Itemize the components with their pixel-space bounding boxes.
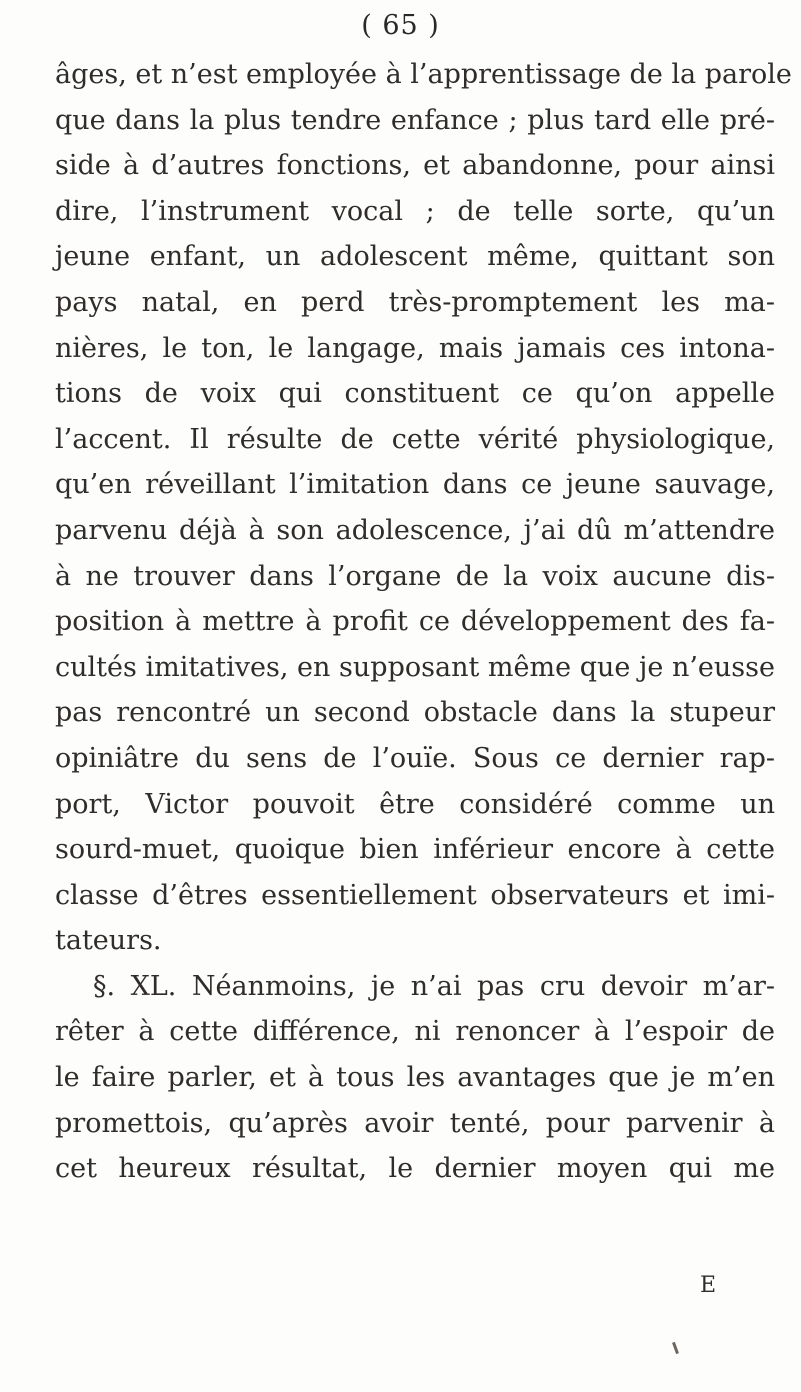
- body-text: [55, 52, 792, 1192]
- paper-speck: [672, 1342, 679, 1354]
- text-line: position à mettre à profit ce développement des fa-: [55, 606, 775, 638]
- text-line: cet heureux résultat, le dernier moyen qui me: [55, 1153, 775, 1185]
- text-line: à ne trouver dans l’organe de la voix aucune dis-: [55, 560, 775, 592]
- text-line: sourd-muet, quoique bien inférieur encore à cette: [55, 834, 775, 866]
- text-line: âges, et n’est employée à l’apprentissage de la parole: [55, 59, 792, 90]
- text-line: cultés imitatives, en supposant même que je n’eusse: [55, 651, 775, 683]
- text-line: qu’en réveillant l’imitation dans ce jeune sauvage,: [55, 469, 775, 501]
- text-line: port, Victor pouvoit être considéré comme un: [55, 788, 775, 820]
- text-line: que dans la plus tendre enfance ; plus tard elle pré-: [55, 104, 775, 136]
- text-line-section-start: §. XL. Néanmoins, je n’ai pas cru devoir m’ar-: [93, 970, 775, 1002]
- text-line: opiniâtre du sens de l’ouïe. Sous ce dernier rap-: [55, 742, 775, 774]
- text-line: rêter à cette différence, ni renoncer à l’espoir de: [55, 1016, 775, 1048]
- text-line: dire, l’instrument vocal ; de telle sorte, qu’un: [55, 195, 775, 227]
- text-line: pas rencontré un second obstacle dans la stupeur: [55, 697, 775, 729]
- text-line: promettois, qu’après avoir tenté, pour parvenir à: [55, 1107, 775, 1139]
- catchword: E: [700, 1273, 717, 1298]
- text-line: jeune enfant, un adolescent même, quittant son: [55, 241, 775, 273]
- text-line: pays natal, en perd très-promptement les ma-: [55, 286, 775, 318]
- text-line: le faire parler, et à tous les avantages que je m’en: [55, 1062, 775, 1094]
- text-line: side à d’autres fonctions, et abandonne, pour ainsi: [55, 150, 775, 182]
- text-line: classe d’êtres essentiellement observateurs et imi-: [55, 879, 775, 911]
- text-line: parvenu déjà à son adolescence, j’ai dû m’attendre: [55, 514, 775, 546]
- text-line: l’accent. Il résulte de cette vérité physiologique,: [55, 423, 775, 455]
- text-line: nières, le ton, le langage, mais jamais ces intona-: [55, 332, 775, 364]
- text-line-paragraph-end: tateurs.: [55, 925, 162, 957]
- text-line: tions de voix qui constituent ce qu’on appelle: [55, 378, 775, 410]
- page-number: ( 65 ): [361, 10, 440, 41]
